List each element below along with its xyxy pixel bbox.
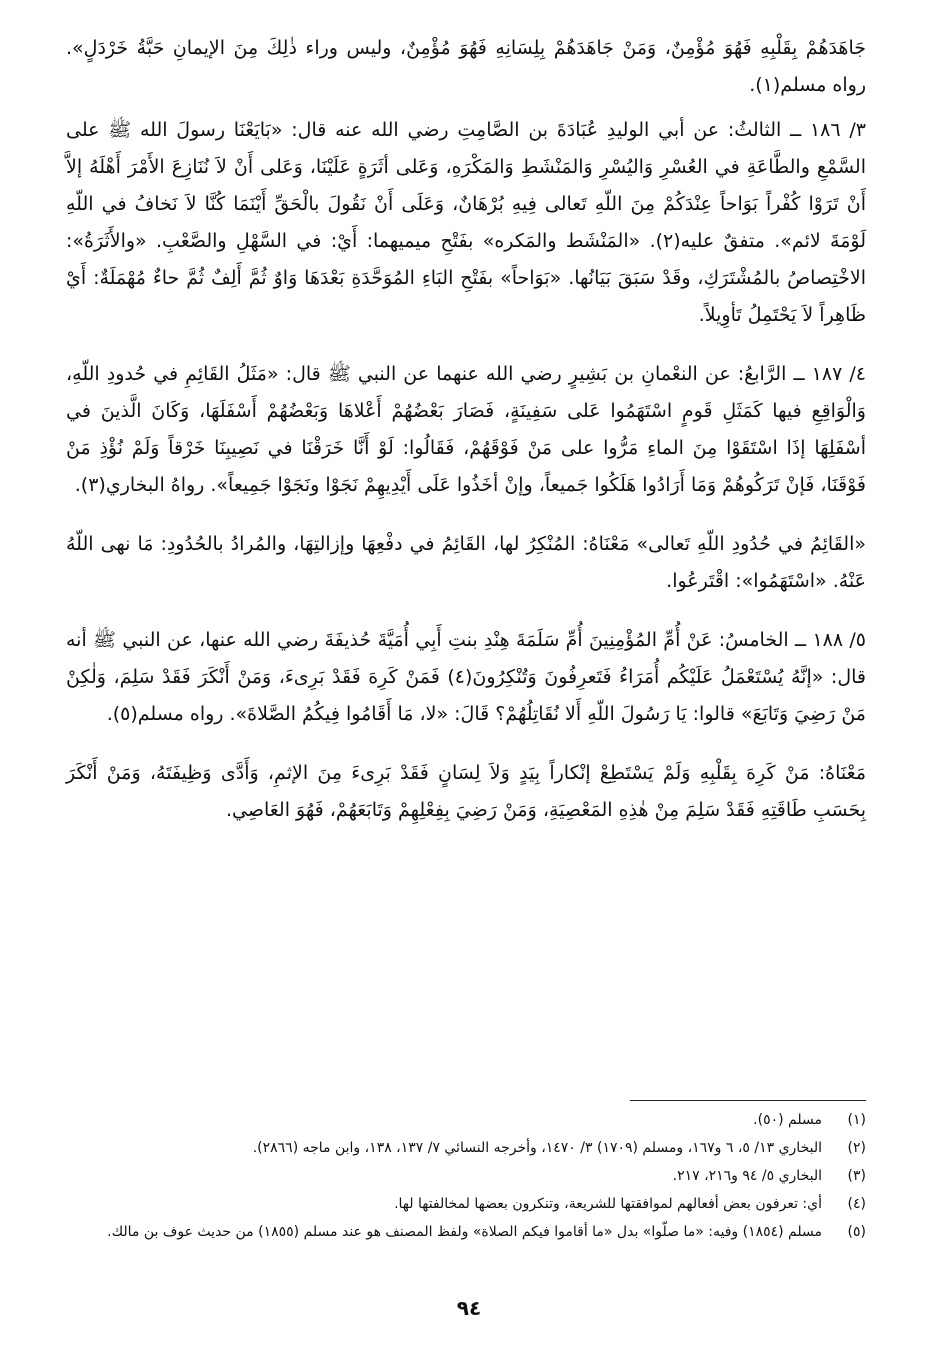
main-text bbox=[66, 30, 866, 829]
page-number: ٩٤ bbox=[456, 1296, 482, 1320]
footnote-divider bbox=[630, 1100, 866, 1101]
paragraph-1: جَاهَدَهُمْ بِقَلْبِهِ فَهُوَ مُؤْمِنٌ، وَمَنْ جَاهَدَهُمْ بِلِسَانِهِ فَهُوَ مُؤْمِنٌ، وليس وراء ذٰلِكَ مِنَ الإيمانِ حَبَّةُ خَرْدَلٍ». رواه مسلم(١). bbox=[66, 37, 866, 96]
footnote bbox=[66, 1192, 866, 1216]
footnote bbox=[66, 1220, 866, 1244]
hadith-186: ٣/ ١٨٦ ــ الثالثُ: عن أبي الوليدِ عُبَادَةَ بن الصَّامِتِ رضي الله عنه قال: «بَايَعْنَا رسولَ الله ﷺ على السَّمْعِ والطَّاعَةِ في العُسْرِ وَاليُسْرِ وَالمَنْشَطِ وَالمَكْرَهِ، وَعَلى أثَرَةٍ عَلَيْنَا، وَعَلى أَنْ لاَ نُنَازِعَ الأَمْرَ أَهْلَهُ إلاَّ أَنْ تَرَوْا كُفْراً بَوَاحاً عِنْدَكُمْ مِنَ اللّهِ تَعالى فِيهِ بُرْهَانٌ، وَعَلَى أَنْ نَقُولَ بالْحَقِّ أَيْنَمَا كُنَّا لاَ نَخافُ في اللّهِ لَوْمَةَ لائم». متفقٌ عليه(٢). «المَنْشَط والمَكره» بفَتْحِ ميميهما: أَيْ: في السَّهْلِ والصَّعْبِ. «والأَثَرَةُ»: الاخْتِصاصُ بالمُشْتَرَكِ، وقَدْ سَبَقَ بَيَانُها. «بَوَاحاً» بفَتْحِ البَاءِ المُوَحَّدَةِ بَعْدَهَا وَاوٌ ثُمَّ أَلِفٌ ثُمَّ حاءٌ مُهْمَلَةٌ: أَيْ ظَاهِراً لاَ يَحْتَمِلُ تَأوِيلاً. bbox=[66, 119, 866, 326]
hadith-187: ٤/ ١٨٧ ــ الرَّابعُ: عن النعْمانِ بن بَشِيرٍ رضي الله عنهما عن النبي ﷺ قال: «مَثَلُ القَائِمِ في حُدودِ اللّهِ، وَالْوَاقِعِ فيها كَمَثَلِ قَومٍ اسْتَهَمُوا عَلى سَفِينَةٍ، فَصَارَ بَعْضُهُمْ أَعْلاهَا وَبَعْضُهُمْ أَسْفَلَهَا، وَكَانَ الَّذينَ في أسْفَلِهَا إذَا اسْتَقَوْا مِنَ الماءِ مَرُّوا على مَنْ فَوْقَهُمْ، فَقَالُوا: لَوْ أَنَّا خَرَقْنَا في نَصِيبِنَا خَرْقاً وَلَمْ نُؤْذِ مَنْ فَوْقَنَا، فَإنْ تَرَكُوهُمْ وَمَا أَرَادُوا هَلَكُوا جَميعاً، وإنْ أخَذُوا عَلَى أَيْدِيهِمْ نَجَوْا ونَجَوْا جَمِيعاً». رواهُ البخاري(٣). bbox=[66, 363, 866, 496]
footnote-text: مسلم (١٨٥٤) وفيه: «ما صلّوا» بدل «ما أقاموا فيكم الصلاة» ولفظ المصنف هو عند مسلم (١٨٥٥) من حديث عوف بن مالك. bbox=[107, 1224, 822, 1240]
footnotes bbox=[66, 1108, 866, 1248]
footnote bbox=[66, 1108, 866, 1132]
footnote-number: (١) bbox=[847, 1112, 866, 1128]
hadith-188: ٥/ ١٨٨ ــ الخامسُ: عَنْ أُمِّ المُؤْمِنِينَ أُمِّ سَلَمَةَ هِنْدِ بنتِ أَبِي أُمَيَّةَ حُذيفَةَ رضي الله عنها، عن النبي ﷺ أنه قال: «إنَّهُ يُسْتَعْمَلُ عَلَيْكُم أُمَرَاءُ فَتَعرِفُونَ وَتُنْكِرُونَ(٤) فَمَنْ كَرِهَ فَقَدْ بَرِىءَ، وَمَنْ أَنْكَرَ فَقَدْ سَلِمَ، وَلٰكِنْ مَنْ رَضِيَ وَتَابَعَ» قالوا: يَا رَسُولَ اللّهِ أَلا نُقَاتِلُهُمْ؟ قَالَ: «لا، مَا أَقَامُوا فِيكُمُ الصَّلاةَ». رواه مسلم(٥). bbox=[66, 629, 867, 725]
footnote-text: أي: تعرفون بعض أفعالهم لموافقتها للشريعة، وتنكرون بعضها لمخالفتها لها. bbox=[394, 1196, 822, 1212]
footnote-text: البخاري ٥/ ٩٤ و٢١٦، ٢١٧. bbox=[672, 1168, 822, 1184]
footnote bbox=[66, 1136, 866, 1160]
hadith-188-explanation: مَعْنَاهُ: مَنْ كَرِهَ بِقَلْبِهِ وَلَمْ يَسْتَطِعْ إنْكاراً بِيَدٍ وَلاَ لِسَانٍ فَقَدْ بَرِىءَ مِنَ الإثمِ، وَأَدَّى وَظِيفَتَهُ، وَمَنْ أَنْكَرَ بِحَسَبِ طَاقَتِهِ فَقَدْ سَلِمَ مِنْ هٰذِهِ المَعْصِيَةِ، وَمَنْ رَضِيَ بِفِعْلِهِمْ وَتَابَعَهُمْ، فَهُوَ العَاصِي. bbox=[66, 762, 866, 821]
footnote-number: (٤) bbox=[847, 1196, 866, 1212]
footnote bbox=[66, 1164, 866, 1188]
footnote-text: مسلم (٥٠). bbox=[753, 1112, 822, 1128]
footnote-number: (٢) bbox=[847, 1140, 866, 1156]
footnote-text: البخاري ١٣/ ٥، ٦ و١٦٧، ومسلم (١٧٠٩) ٣/ ١٤٧٠، وأخرجه النسائي ٧/ ١٣٧، ١٣٨، وابن ماجه (٢٨٦٦). bbox=[252, 1140, 822, 1156]
footnote-number: (٣) bbox=[847, 1168, 866, 1184]
footnote-number: (٥) bbox=[847, 1224, 866, 1240]
hadith-187-explanation: «القَائِمُ في حُدُودِ اللّهِ تَعالى» مَعْنَاهُ: المُنْكِرُ لها، القَائِمُ في دفْعِهَا وإزالتِهَا، والمُرادُ بالحُدُودِ: مَا نهى اللّهُ عَنْهُ. «اسْتَهَمُوا»: اقْتَرعُوا. bbox=[66, 533, 866, 592]
